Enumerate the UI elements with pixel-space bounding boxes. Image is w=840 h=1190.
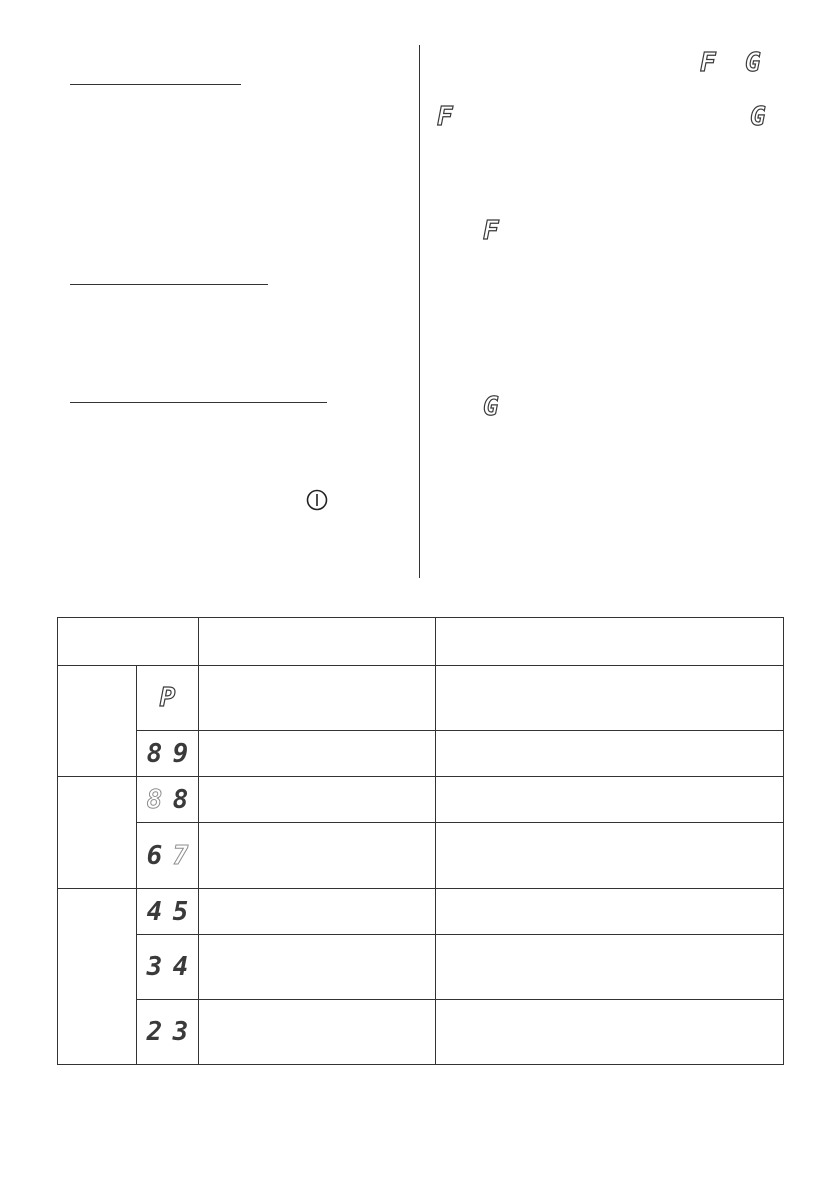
power-icon [306,489,328,511]
digit: 8 [146,784,163,815]
display-symbol-f: F [700,48,716,78]
group-cell [58,889,137,1065]
remedy-cell [436,889,784,935]
description-cell [199,889,436,935]
column-divider [419,45,420,578]
group-cell [58,666,137,777]
table-header-row [58,618,784,666]
remedy-cell [436,823,784,889]
header-cell [436,618,784,666]
remedy-cell [436,731,784,777]
table-row [58,777,784,823]
remedy-cell [436,935,784,1000]
digit: 7 [172,840,189,871]
header-cell [199,618,436,666]
display-cell [137,1000,199,1065]
description-cell [199,1000,436,1065]
display-cell [137,777,199,823]
digit: 8 [172,784,189,815]
digit: 4 [146,896,163,927]
display-cell [137,935,199,1000]
display-symbol-g: G [483,392,499,422]
digit: 3 [146,952,163,982]
remedy-cell [436,777,784,823]
digit-p: P [159,683,176,713]
digit: 9 [172,738,189,769]
digit: 8 [146,738,163,769]
description-cell [199,935,436,1000]
digit: 2 [146,1017,163,1047]
display-cell [137,731,199,777]
display-cell [137,889,199,935]
table-row [58,731,784,777]
display-cell [137,666,199,731]
display-symbol-f: F [483,216,499,246]
description-cell [199,666,436,731]
digit: 5 [172,896,189,927]
digit: 4 [172,952,189,982]
table-row [58,666,784,731]
header-cell [58,618,199,666]
table-row [58,823,784,889]
display-symbol-g: G [745,48,761,78]
remedy-cell [436,666,784,731]
digit: 3 [172,1017,189,1047]
group-cell [58,777,137,889]
remedy-cell [436,1000,784,1065]
section-rule-2 [70,284,268,285]
table-row [58,1000,784,1065]
display-symbol-f: F [437,102,453,132]
section-rule-1 [70,84,241,85]
table-row [58,889,784,935]
description-cell [199,823,436,889]
table-row [58,935,784,1000]
description-cell [199,777,436,823]
error-code-table [57,617,784,1065]
display-symbol-g: G [750,102,766,132]
display-cell [137,823,199,889]
section-rule-3 [70,402,327,403]
digit: 6 [146,840,163,871]
description-cell [199,731,436,777]
